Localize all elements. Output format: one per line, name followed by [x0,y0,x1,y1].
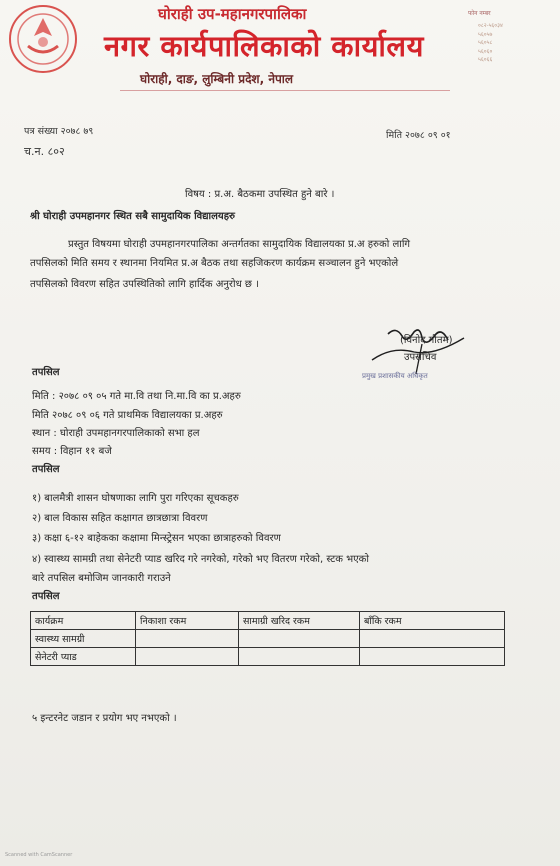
agenda-item: ३) कक्षा ६-१२ बाहेकका कक्षामा मिन्स्ट्रेसन भएका छात्राहरुको विवरण [32,533,281,544]
table-cell [136,648,239,666]
table-row [31,648,505,666]
agenda-item: २) बाल विकास सहित कक्षागत छात्रछात्रा विवरण [32,513,208,524]
signatory-note: प्रमुख प्रशासकीय अधिकृत [362,372,428,380]
table-caption: तपसिल [32,591,60,602]
table-cell: सेनेटरी प्याड [31,648,136,666]
letter-date: मिति २०७८ ०९ ०१ [386,130,451,141]
schedule-line: मिति : २०७८ ०९ ०५ गते मा.वि तथा नि.मा.वि का प्र.अहरु [32,391,241,402]
scan-footer: Scanned with CamScanner [5,852,73,858]
dispatch-number: च.न. ८०२ [24,145,65,158]
table-cell [136,630,239,648]
subject-line: विषय : प्र.अ. बैठकमा उपस्थित हुने बारे । [185,189,335,200]
municipality-name: घोराही उप-महानगरपालिका [158,5,307,23]
table-header-cell: सामाग्री खरिद रकम [239,612,360,630]
table-header-cell: बाँकि रकम [360,612,505,630]
table-cell [360,648,505,666]
tapasil-heading: तपसिल [32,367,60,378]
schedule-line: समय : विहान ११ बजे [32,446,112,457]
table-cell [360,630,505,648]
agenda-item: १) बालमैत्री शासन घोषणाका लागि पुरा गरिएका सूचकहरु [32,493,239,504]
schedule-line: मिति २०७८ ०९ ०६ गते प्राथमिक विद्यालयका प्र.अहरु [32,410,223,421]
fund-table [30,611,505,666]
table-header-cell: कार्यक्रम [31,612,136,630]
point-five: ५ इन्टरनेट जडान र प्रयोग भए नभएको । [32,713,177,724]
signatory-title: उपसचिव [404,352,437,363]
table-header-row [31,612,505,630]
table-cell [239,630,360,648]
body-line: प्रस्तुत विषयमा घोराही उपमहानगरपालिका अन्तर्गतका सामुदायिक विद्यालयका प्र.अ हरुको लागि [68,239,411,250]
agenda-item-continued: बारे तपसिल बमोजिम जानकारी गराउने [32,573,171,584]
table-row [31,630,505,648]
office-title: नगर कार्यपालिकाको कार्यालय [104,29,424,63]
agenda-heading: तपसिल [32,464,60,475]
signatory-name: (विनोद गौतम) [400,335,453,346]
header-divider [120,90,450,91]
municipality-emblem-logo [6,2,80,76]
body-line: तपसिलको मिति समय र स्थानमा नियमित प्र.अ बैठक तथा सहजिकरण कार्यक्रम सञ्चालन हुने भएकोले [30,258,399,269]
table-cell [239,648,360,666]
table-cell: स्वास्थ्य सामग्री [31,630,136,648]
phone-label: फोन नम्बर [468,10,491,17]
table-header-cell: निकाशा रकम [136,612,239,630]
agenda-item: ४) स्वास्थ्य सामग्री तथा सेनेटरी प्याड खरिद गरे नगरेको, गरेको भए वितरण गरेको, स्टक भएको [32,554,369,565]
schedule-line: स्थान : घोराही उपमहानगरपालिकाको सभा हल [32,428,200,439]
office-address: घोराही, दाङ, लुम्बिनी प्रदेश, नेपाल [140,72,294,86]
recipient-line: श्री घोराही उपमहानगर स्थित सबै सामुदायिक विद्यालयहरु [30,211,235,222]
phone-numbers: ०८२-५६०३४ ५६०५७ ५६०५८ ५६०६० ५६०६६ [478,23,503,64]
body-line: तपसिलको विवरण सहित उपस्थितिको लागि हार्दिक अनुरोध छ । [30,279,259,290]
letter-number: पत्र संख्या २०७८ ७९ [24,126,94,137]
